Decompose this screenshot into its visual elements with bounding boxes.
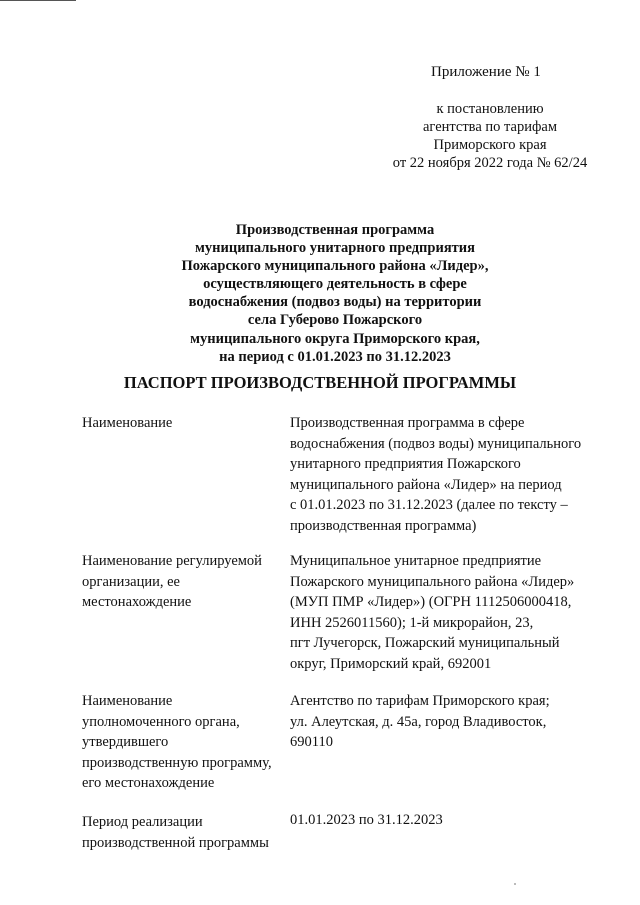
value-line: Агентство по тарифам Приморского края; [290, 693, 550, 709]
program-title [150, 221, 520, 366]
label-line: производственную программу, [82, 754, 272, 771]
title-line: Пожарского муниципального района «Лидер», [181, 258, 489, 275]
title-line: водоснабжения (подвоз воды) на территории [188, 294, 482, 311]
title-line: осуществляющего деятельность в сфере [203, 276, 467, 293]
decree-line: агентства по тарифам [423, 119, 557, 135]
label-line: Наименование [82, 415, 173, 431]
scan-speck [514, 883, 516, 885]
passport-value-period [290, 810, 443, 831]
value-line: Муниципальное унитарное предприятие [290, 553, 542, 569]
label-line: Наименование [82, 693, 173, 709]
value-line: ИНН 2526011560); 1-й микрорайон, 23, [290, 614, 534, 631]
label-line: местонахождение [82, 594, 192, 610]
title-line: на период с 01.01.2023 по 31.12.2023 [219, 348, 451, 365]
value-line: пгт Лучегорск, Пожарский муниципальный [290, 635, 560, 652]
appendix-label: Приложение № 1 [431, 64, 541, 80]
passport-value-organization [290, 551, 574, 675]
value-line: унитарного предприятия Пожарского [290, 456, 521, 473]
passport-label-authority [82, 691, 272, 794]
passport-value-name [290, 413, 581, 537]
value-line: ул. Алеутская, д. 45а, город Владивосток, [290, 713, 547, 730]
value-line: Пожарского муниципального района «Лидер» [290, 573, 575, 590]
label-line: утвердившего [82, 734, 169, 750]
passport-value-authority [290, 691, 550, 753]
value-line: водоснабжения (подвоз воды) муниципального [290, 435, 582, 452]
passport-heading: ПАСПОРТ ПРОИЗВОДСТВЕННОЙ ПРОГРАММЫ [123, 373, 517, 392]
title-line: села Губерово Пожарского [247, 312, 423, 329]
value-line: 01.01.2023 по 31.12.2023 [290, 812, 443, 828]
decree-line: от 22 ноября 2022 года № 62/24 [392, 155, 588, 171]
label-line: Период реализации [82, 814, 203, 830]
decree-line: к постановлению [436, 101, 544, 117]
label-line: производственной программы [82, 834, 269, 851]
value-line: округ, Приморский край, 692001 [290, 655, 492, 672]
passport-label-period [82, 812, 269, 853]
title-line: муниципального округа Приморского края, [190, 330, 480, 347]
value-line: с 01.01.2023 по 31.12.2023 (далее по тексту – [290, 497, 568, 514]
value-line: 690110 [290, 734, 333, 751]
label-line: Наименование регулируемой [82, 553, 262, 569]
title-line: муниципального унитарного предприятия [195, 240, 475, 257]
passport-label-name [82, 413, 172, 434]
decree-reference [380, 100, 600, 172]
decree-line: Приморского края [433, 137, 547, 153]
passport-label-organization [82, 551, 262, 613]
top-rule [0, 0, 76, 1]
label-line: организации, ее [82, 573, 180, 590]
label-line: его местонахождение [82, 775, 215, 791]
value-line: производственная программа) [290, 517, 477, 534]
value-line: муниципального района «Лидер» на период [290, 476, 562, 493]
title-line: Производственная программа [235, 222, 435, 238]
label-line: уполномоченного органа, [82, 713, 240, 730]
value-line: (МУП ПМР «Лидер») (ОГРН 1112506000418, [290, 594, 572, 611]
value-line: Производственная программа в сфере [290, 415, 525, 431]
